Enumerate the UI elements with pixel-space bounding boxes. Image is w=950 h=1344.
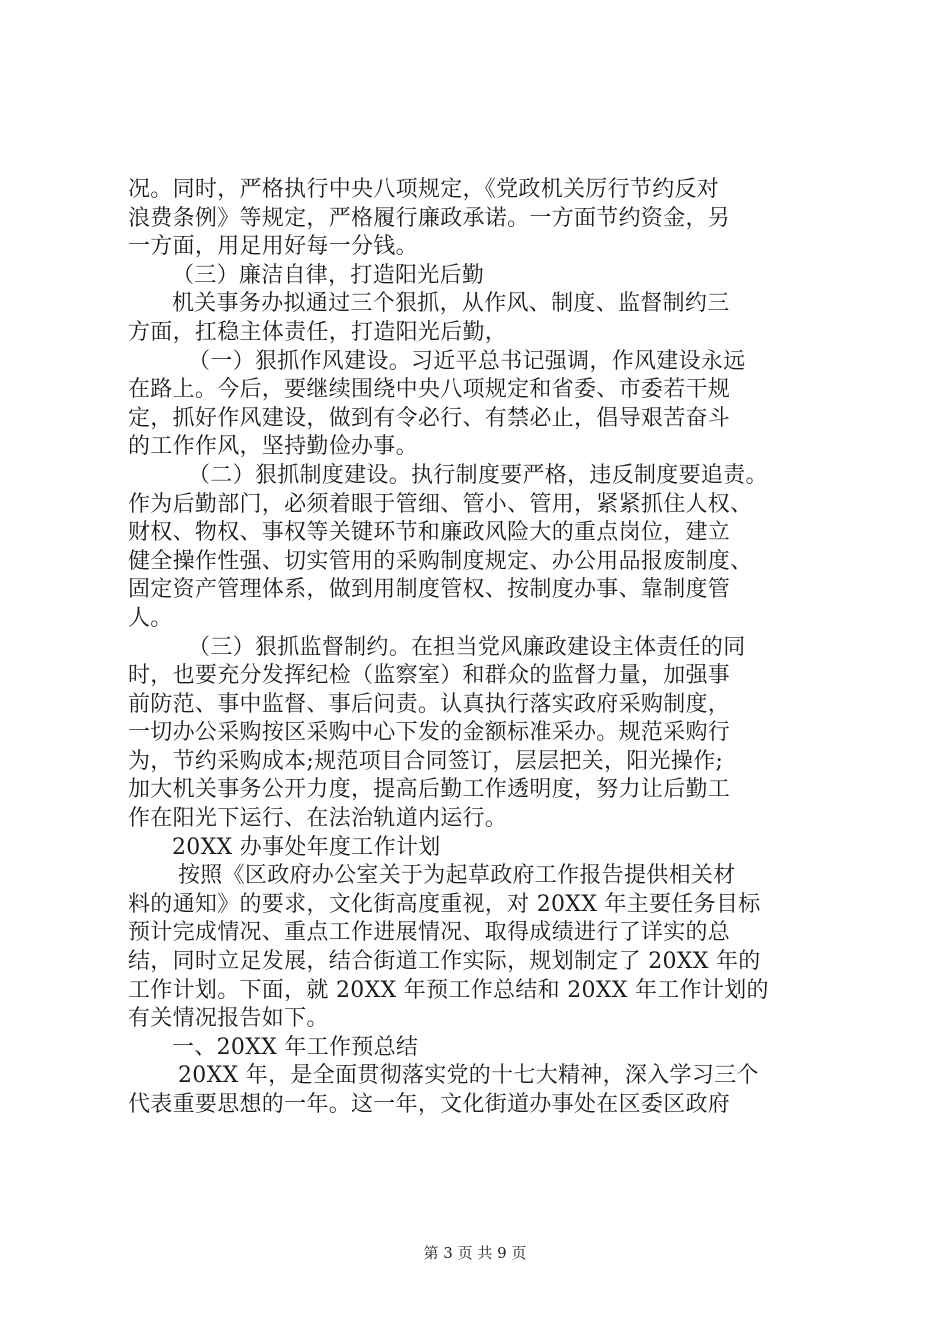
text-line: 代表重要思想的一年。这一年，文化街道办事处在区委区政府 [128, 1092, 731, 1117]
page-number-footer: 第 3 页 共 9 页 [423, 1244, 527, 1262]
text-line: （一）狠抓作风建设。习近平总书记强调，作风建设永远 [188, 348, 746, 374]
section-heading: 20XX 办事处年度工作计划 [172, 834, 441, 860]
text-line: 按照《区政府办公室关于为起草政府工作报告提供相关材 [178, 863, 736, 889]
text-line: 机关事务办拟通过三个狠抓，从作风、制度、监督制约三 [172, 291, 730, 317]
text-line: 财权、物权、事权等关键环节和廉政风险大的重点岗位，建立 [128, 520, 731, 546]
text-line: （二）狠抓制度建设。执行制度要严格，违反制度要追责。 [188, 462, 768, 488]
text-line: 有关情况报告如下。 [128, 1006, 329, 1032]
text-line: 一切办公采购按区采购中心下发的金额标准采办。规范采购行 [128, 720, 731, 746]
text-line: 方面，扛稳主体责任，打造阳光后勤， [128, 319, 508, 345]
document-body [128, 176, 828, 1120]
text-line: 前防范、事中监督、事后问责。认真执行落实政府采购制度， [128, 691, 731, 717]
text-line: 20XX 年，是全面贯彻落实党的十七大精神，深入学习三个 [178, 1063, 759, 1089]
text-line: 一方面，用足用好每一分钱。 [128, 234, 418, 260]
text-line: 料的通知》的要求，文化街高度重视，对 20XX 年主要任务目标 [128, 891, 761, 917]
text-line: 固定资产管理体系，做到用制度管权、按制度办事、靠制度管 [128, 577, 731, 603]
text-line: 加大机关事务公开力度，提高后勤工作透明度，努力让后勤工 [128, 777, 731, 803]
text-line: 预计完成情况、重点工作进展情况、取得成绩进行了详实的总 [128, 920, 731, 946]
text-line: 况。同时，严格执行中央八项规定，《党政机关厉行节约反对 [128, 177, 720, 202]
text-line: 作为后勤部门，必须着眼于管细、管小、管用，紧紧抓住人权、 [128, 491, 753, 517]
text-line: 定，抓好作风建设，做到有令必行、有禁必止，倡导艰苦奋斗 [128, 405, 731, 431]
text-line: 工作计划。下面，就 20XX 年预工作总结和 20XX 年工作计划的 [128, 977, 769, 1003]
text-line: 为，节约采购成本;规范项目合同签订，层层把关，阳光操作; [128, 748, 724, 774]
text-line: 作在阳光下运行、在法治轨道内运行。 [128, 806, 508, 832]
text-line: 浪费条例》等规定，严格履行廉政承诺。一方面节约资金，另 [128, 205, 731, 231]
section-heading: （三）廉洁自律，打造阳光后勤 [172, 262, 485, 288]
text-line: 健全操作性强、切实管用的采购制度规定、办公用品报废制度、 [128, 548, 753, 574]
text-line: 时，也要充分发挥纪检（监察室）和群众的监督力量，加强事 [128, 663, 731, 689]
section-heading: 一、20XX 年工作预总结 [172, 1034, 419, 1060]
text-line: 在路上。今后，要继续围绕中央八项规定和省委、市委若干规 [128, 377, 731, 403]
text-line: 的工作作风，坚持勤俭办事。 [128, 434, 418, 460]
text-line: 结，同时立足发展，结合街道工作实际，规划制定了 20XX 年的 [128, 949, 761, 975]
text-line: 人。 [128, 605, 173, 631]
text-line: （三）狠抓监督制约。在担当党风廉政建设主体责任的同 [188, 634, 746, 660]
